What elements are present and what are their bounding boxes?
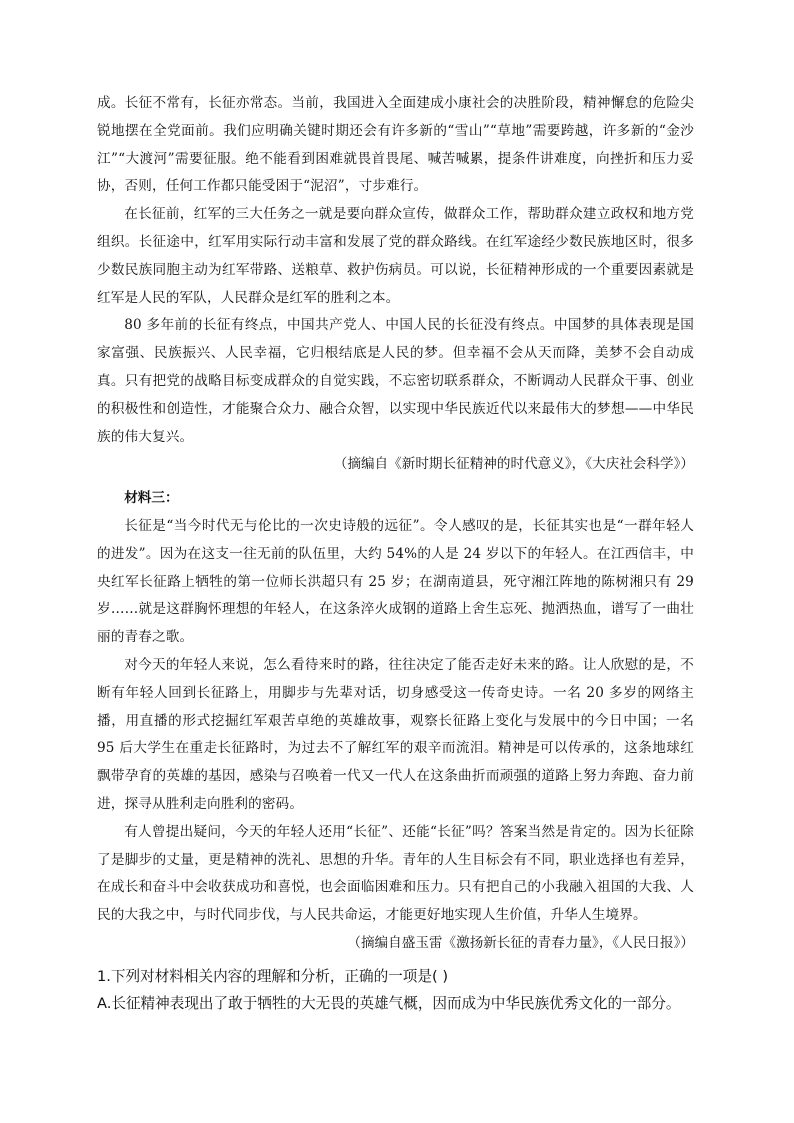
paragraph-question-answer: 有人曾提出疑问，今天的年轻人还用“长征”、还能“长征”吗？答案当然是肯定的。因为长征除了是脚步的丈量，更是精神的洗礼、思想的升华。青年的人生目标会有不同，职业选择也有差异，在成长和奋斗中会收获成功和喜悦，也会面临困难和压力。只有把自己的小我融入祖国的大我、人民的大我之中，与时代同步伐，与人民共命运，才能更好地实现人生价值，升华人生境界。 [97,823,694,924]
question-1-option-a: A.长征精神表现出了敢于牺牲的大无畏的英雄气概，因而成为中华民族优秀文化的一部分。 [97,995,681,1012]
paragraph-continuation: 成。长征不常有，长征亦常态。当前，我国进入全面建成小康社会的决胜阶段，精神懈怠的危险尖锐地摆在全党面前。我们应明确关键时期还会有许多新的“雪山”“草地”需要跨越，许多新的“金沙江”“大渡河”需要征服。绝不能看到困难就畏首畏尾、喊苦喊累，提条件讲难度，向挫折和压力妥协，否则，任何工作都只能受困于“泥沼”，寸步难行。 [97,95,694,195]
source-citation-3: （摘编自盛玉雷《激扬新长征的青春力量》，《人民日报》） [347,934,694,951]
paragraph-mass-line: 在长征前，红军的三大任务之一就是要向群众宣传，做群众工作，帮助群众建立政权和地方党组织。长征途中，红军用实际行动丰富和发展了党的群众路线。在红军途经少数民族地区时，很多少数民族同胞主动为红军带路、送粮草、救护伤病员。可以说，长征精神形成的一个重要因素就是红军是人民的军队，人民群众是红军的胜利之本。 [97,206,694,306]
material-3-heading: 材料三： [124,490,179,507]
question-1-stem: 1.下列对材料相关内容的理解和分析，正确的一项是( ) [97,968,449,985]
paragraph-chinese-dream: 80 多年前的长征有终点，中国共产党人、中国人民的长征没有终点。中国梦的具体表现是国家富强、民族振兴、人民幸福，它归根结底是人民的梦。但幸福不会从天而降，美梦不会自动成真。只有把党的战略目标变成群众的自觉实践，不忘密切联系群众，不断调动人民群众干事、创业的积极性和创造性，才能聚合众力、融合众智，以实现中华民族近代以来最伟大的梦想——中华民族的伟大复兴。 [97,317,694,445]
paragraph-today-youth: 对今天的年轻人来说，怎么看待来时的路，往往决定了能否走好未来的路。让人欣慰的是，不断有年轻人回到长征路上，用脚步与先辈对话，切身感受这一传奇史诗。一名 20 多岁的网络主播，用直播的形式挖掘红军艰苦卓绝的英雄故事，观察长征路上变化与发展中的今日中国；一名 95 后大学生在重走长征路时，为过去不了解红军的艰辛而流泪。精神是可以传承的，这条地球红飘带孕育的英雄的基因，感染与召唤着一代又一代人在这条曲折而顽强的道路上努力奔跑、奋力前进，探寻从胜利走向胜利的密码。 [97,656,694,812]
paragraph-youth-march: 长征是“当今时代无与伦比的一次史诗般的远征”。令人感叹的是，长征其实也是“一群年轻人的进发”。因为在这支一往无前的队伍里，大约 54%的人是 24 岁以下的年轻人。在江西信丰，中央红军长征路上牺牲的第一位师长洪超只有 25 岁；在湖南道县，死守湘江阵地的陈树湘只有 29 岁……就是这群胸怀理想的年轻人，在这条淬火成钢的道路上舍生忘死、抛洒热血，谱写了一曲壮丽的青春之歌。 [97,517,694,646]
passage-body [97,90,694,958]
source-citation-2: （摘编自《新时期长征精神的时代意义》，《大庆社会科学》） [333,456,694,473]
